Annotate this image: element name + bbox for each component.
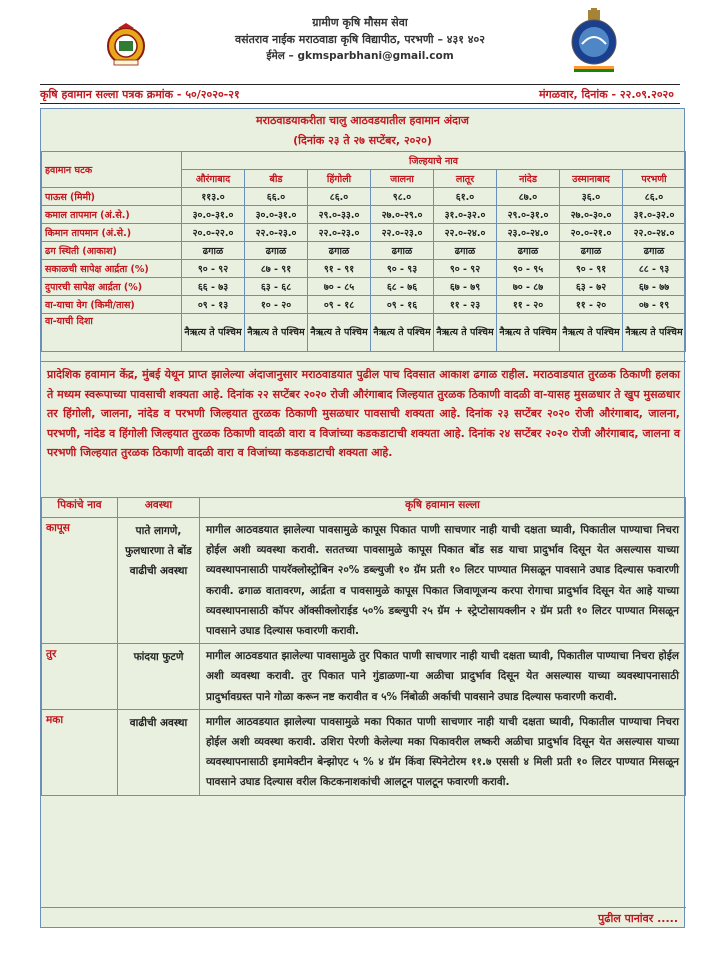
param-value: ७० - ८७	[497, 278, 560, 296]
district-name: लातूर	[434, 170, 497, 188]
wind-direction-row	[42, 314, 686, 352]
weather-param-row	[42, 206, 686, 224]
wind-direction-value: नैऋत्य ते पश्चिम	[497, 314, 560, 352]
param-value: २०.०-२१.०	[560, 224, 623, 242]
param-value: ११ - २०	[560, 296, 623, 314]
wind-direction-value: नैऋत्य ते पश्चिम	[245, 314, 308, 352]
param-value: ३६.०	[560, 188, 623, 206]
crop-row	[42, 518, 686, 644]
crop-header-row	[42, 498, 686, 518]
param-value: ढगाळ	[560, 242, 623, 260]
param-label: ढग स्थिती (आकाश)	[42, 242, 182, 260]
param-value: ढगाळ	[497, 242, 560, 260]
weather-param-row	[42, 242, 686, 260]
crop-advisory-table	[41, 497, 686, 796]
contact-email: ईमेल – gkmsparbhani@gmail.com	[266, 50, 454, 62]
wind-direction-value: नैऋत्य ते पश्चिम	[623, 314, 686, 352]
crop-row	[42, 644, 686, 710]
district-name: औरंगाबाद	[182, 170, 245, 188]
param-value: ढगाळ	[182, 242, 245, 260]
col-advice: कृषि हवामान सल्ला	[200, 498, 686, 518]
crop-stage: पाते लागणे, फुलधारणा ते बोंड वाढीची अवस्था	[118, 518, 200, 644]
weather-param-row	[42, 296, 686, 314]
param-value: २०.०-२२.०	[182, 224, 245, 242]
param-value: ६८ - ७६	[371, 278, 434, 296]
crop-stage: फांदया फुटणे	[118, 644, 200, 710]
forecast-title-line1: मराठवाडयाकरीता चालु आठवडयातील हवामान अंदाज	[256, 114, 469, 127]
imd-emblem-icon	[566, 8, 622, 72]
param-value: २२.०-२४.०	[434, 224, 497, 242]
param-value: ३१.०-३२.०	[434, 206, 497, 224]
crop-name: कापूस	[42, 518, 118, 644]
param-value: ११ - २०	[497, 296, 560, 314]
param-value: ढगाळ	[623, 242, 686, 260]
param-value: ८७ - ९१	[245, 260, 308, 278]
param-value: २३.०-२४.०	[497, 224, 560, 242]
weather-param-row	[42, 224, 686, 242]
wind-direction-value: नैऋत्य ते पश्चिम	[371, 314, 434, 352]
weather-param-row	[42, 188, 686, 206]
col-crop-name: पिकांचे नाव	[42, 498, 118, 518]
district-name: बीड	[245, 170, 308, 188]
forecast-title	[41, 109, 684, 151]
param-value: ६१.०	[434, 188, 497, 206]
crop-row	[42, 709, 686, 795]
param-value: ६६ - ७३	[182, 278, 245, 296]
param-value: ०९ - १६	[371, 296, 434, 314]
bulletin-bar	[40, 84, 680, 104]
district-group-header: जिल्हयाचे नाव	[182, 152, 686, 170]
crop-advice: मागील आठवडयात झालेल्या पावसामुळे कापूस पिकात पाणी साचणार नाही याची दक्षता घ्यावी, पिकातील पाण्याचा निचरा होईल अशी व्यवस्था करावी. सततच्या पावसामुळे कापूस पिकात बोंड सड याचा प्रादुर्भाव दिसून येत असल्यास याच्या व्यवस्थापनासाठी पायरॅक्लोस्ट्रोबिन २०% डब्ल्युजी १० ग्रॅम प्रती १० लिटर पाण्यात मिसळून पावसाने उघाड दिल्यास फवारणी करावी. ढगाळ वातावरण, आर्द्रता व पावसामुळे कापूस पिकात जिवाणूजन्य करपा रोगाचा प्रादुर्भाव दिसून येत आहे याच्या व्यवस्थापनासाठी कॉपर ऑक्सीक्लोराईड ५०% डब्ल्युपी २५ ग्रॅम + स्ट्रेप्टोसायक्लीन २ ग्रॅम प्रती १० लिटर पाण्यात मिसळून पावसाने उघाड दिल्यास फवारणी करावी.	[200, 518, 686, 644]
param-value: २७.०-२९.०	[371, 206, 434, 224]
param-value: २२.०-२३.०	[308, 224, 371, 242]
param-value: १० - २०	[245, 296, 308, 314]
wind-direction-value: नैऋत्य ते पश्चिम	[182, 314, 245, 352]
param-value: ६७ - ७७	[623, 278, 686, 296]
bulletin-body	[40, 108, 685, 928]
param-value: ८८ - ९३	[623, 260, 686, 278]
service-name: ग्रामीण कृषि मौसम सेवा	[312, 16, 408, 29]
weather-param-row	[42, 260, 686, 278]
university-emblem-icon	[104, 22, 148, 68]
param-value: ६६.०	[245, 188, 308, 206]
param-value: ८६.०	[308, 188, 371, 206]
crop-advice: मागील आठवडयात झालेल्या पावसामुळे तुर पिकात पाणी साचणार नाही याची दक्षता घ्यावी, पिकातील पाण्याचा निचरा होईल अशी व्यवस्था करावी. तुर पिकात पाने गुंडाळणा-या अळीचा प्रादुर्भाव दिसून येत असल्यास याच्या व्यवस्थापनासाठी प्रादुर्भावग्रस्त पाने गोळा करून नष्ट करावीत व ५% निंबोळी अर्काची पावसाने उघाड दिल्यास फवारणी करावी.	[200, 644, 686, 710]
district-name: नांदेड	[497, 170, 560, 188]
letterhead	[0, 0, 720, 80]
wind-direction-value: नैऋत्य ते पश्चिम	[308, 314, 371, 352]
district-name: उस्मानाबाद	[560, 170, 623, 188]
param-value: ७० - ८५	[308, 278, 371, 296]
param-label: किमान तापमान (अं.से.)	[42, 224, 182, 242]
wind-direction-value: नैऋत्य ते पश्चिम	[560, 314, 623, 352]
param-value: ढगाळ	[371, 242, 434, 260]
param-value: ३०.०-३१.०	[182, 206, 245, 224]
param-value: ०९ - १८	[308, 296, 371, 314]
param-value: ९८.०	[371, 188, 434, 206]
param-header: हवामान घटक	[42, 152, 182, 188]
param-label: पाऊस (मिमी)	[42, 188, 182, 206]
param-value: २२.०-२३.०	[371, 224, 434, 242]
param-value: ढगाळ	[308, 242, 371, 260]
bulletin-date: मंगळवार, दिनांक - २२.०९.२०२०	[538, 88, 674, 101]
param-value: ११ - २३	[434, 296, 497, 314]
continued-next-page: पुढील पानांवर .....	[41, 907, 686, 929]
param-value: ६३ - ६८	[245, 278, 308, 296]
bulletin-number: कृषि हवामान सल्ला पत्रक क्रमांक - ५०/२०२०-२१	[40, 88, 240, 101]
col-stage: अवस्था	[118, 498, 200, 518]
param-value: ८६.०	[623, 188, 686, 206]
param-label: वा-याचा वेग (किमी/तास)	[42, 296, 182, 314]
param-value: २२.०-२४.०	[623, 224, 686, 242]
weather-param-row	[42, 278, 686, 296]
param-value: ९० - ९२	[182, 260, 245, 278]
param-value: ११३.०	[182, 188, 245, 206]
param-label: कमाल तापमान (अं.से.)	[42, 206, 182, 224]
param-label: सकाळची सापेक्ष आर्द्रता (%)	[42, 260, 182, 278]
param-value: २२.०-२३.०	[245, 224, 308, 242]
param-value: ३१.०-३२.०	[623, 206, 686, 224]
crop-name: तुर	[42, 644, 118, 710]
district-name: जालना	[371, 170, 434, 188]
university-name: वसंतराव नाईक मराठवाडा कृषि विद्यापीठ, परभणी – ४३१ ४०२	[235, 33, 485, 46]
param-value: ०९ - १३	[182, 296, 245, 314]
param-value: ढगाळ	[434, 242, 497, 260]
param-value: ९० - ९५	[497, 260, 560, 278]
param-value: ६७ - ७९	[434, 278, 497, 296]
district-group-row	[42, 152, 686, 170]
param-value: ३०.०-३१.०	[245, 206, 308, 224]
param-value: ढगाळ	[245, 242, 308, 260]
param-value: २९.०-३१.०	[497, 206, 560, 224]
crop-name: मका	[42, 709, 118, 795]
param-value: ६३ - ७२	[560, 278, 623, 296]
param-value: ८७.०	[497, 188, 560, 206]
param-value: २७.०-३०.०	[560, 206, 623, 224]
district-name: हिंगोली	[308, 170, 371, 188]
crop-stage: वाढीची अवस्था	[118, 709, 200, 795]
param-value: ९० - ९२	[434, 260, 497, 278]
param-value: ९० - ९३	[371, 260, 434, 278]
letterhead-text	[160, 14, 560, 65]
regional-forecast-text: प्रादेशिक हवामान केंद्र, मुंबई येथून प्राप्त झालेल्या अंदाजानुसार मराठवाडयात पुढील पाच दिवसात आकाश ढगाळ राहील. मराठवाडयात तुरळक ठिकाणी हलका ते मध्यम स्वरूपाच्या पावसाची शक्यता आहे. दिनांक २२ सप्टेंबर २०२० रोजी औरंगाबाद जिल्हयात तुरळक ठिकाणी वादळी वा-यासह मुसळधार ते खुप मुसळधार तर हिंगोली, जालना, नांदेड व परभणी जिल्हयात तुरळक ठिकाणी मुसळधार पावसाची शक्यता आहे. दिनांक २३ सप्टेंबर २०२० रोजी औरंगाबाद, जालना, परभणी, नांदेड व हिंगोली जिल्हयात तुरळक ठिकाणी वादळी वारा व विजांच्या कडकडाटाची शक्यता आहे. दिनांक २४ सप्टेंबर २०२० रोजी औरंगाबाद, जालना व परभणी जिल्हयात तुरळक ठिकाणी वादळी वारा व विजांच्या कडकडाटाची शक्यता आहे.	[41, 361, 686, 497]
crop-advice: मागील आठवडयात झालेल्या पावसामुळे मका पिकात पाणी साचणार नाही याची दक्षता घ्यावी, पिकातील पाण्याचा निचरा होईल अशी व्यवस्था करावी. उशिरा पेरणी केलेल्या मका पिकावरील लष्करी अळीचा प्रादुर्भाव दिसून येत असल्यास याच्या व्यवस्थापनासाठी इमामेक्टीन बेन्झोएट ५ % ४ ग्रॅम किंवा स्पिनेटोरम ११.७ एससी ४ मिली प्रती १० लिटर पाण्यात मिसळून पावसाने उघाड दिल्यास वरील किटकनाशकांची आलटून पालटून फवारणी करावी.	[200, 709, 686, 795]
param-value: ९१ - ९१	[308, 260, 371, 278]
param-value: ०७ - १९	[623, 296, 686, 314]
param-label: वा-याची दिशा	[42, 314, 182, 352]
param-value: २९.०-३३.०	[308, 206, 371, 224]
param-label: दुपारची सापेक्ष आर्द्रता (%)	[42, 278, 182, 296]
forecast-title-line2: (दिनांक २३ ते २७ सप्टेंबर, २०२०)	[293, 134, 432, 147]
wind-direction-value: नैऋत्य ते पश्चिम	[434, 314, 497, 352]
weather-forecast-table	[41, 151, 686, 352]
district-name: परभणी	[623, 170, 686, 188]
param-value: ९० - ९१	[560, 260, 623, 278]
